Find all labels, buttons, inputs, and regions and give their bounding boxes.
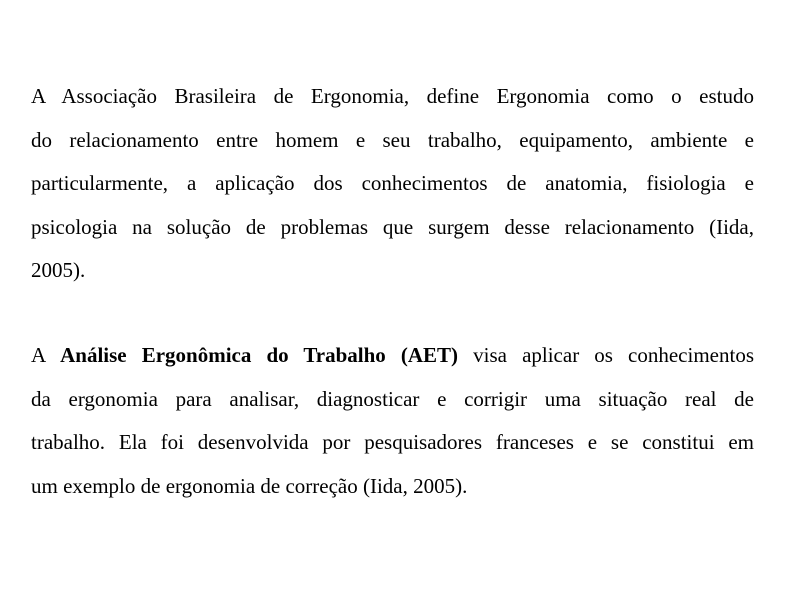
paragraph-aet-definition <box>31 334 754 508</box>
paragraph-line: 2005). <box>31 258 86 282</box>
paragraph-line: trabalho. Ela foi desenvolvida por pesquisadores franceses e se constitui em <box>31 430 754 454</box>
paragraph-line: psicologia na solução de problemas que surgem desse relacionamento (Iida, <box>31 214 754 239</box>
aet-term: Análise Ergonômica do Trabalho (AET) <box>60 343 459 367</box>
paragraph-line: A Associação Brasileira de Ergonomia, define Ergonomia como o estudo <box>31 84 754 108</box>
paragraph-line: do relacionamento entre homem e seu trabalho, equipamento, ambiente e <box>31 127 754 152</box>
paragraph-line: particularmente, a aplicação dos conhecimentos de anatomia, fisiologia e <box>31 171 754 195</box>
paragraph-line-with-term <box>31 334 754 378</box>
line-suffix: visa aplicar os conhecimentos <box>458 343 754 367</box>
paragraph-ergonomia-definition <box>31 75 754 293</box>
paragraph-line: da ergonomia para analisar, diagnosticar e corrigir uma situação real de <box>31 386 754 411</box>
paragraph-line: um exemplo de ergonomia de correção (Iida, 2005). <box>31 473 468 498</box>
line-prefix: A <box>31 343 61 367</box>
